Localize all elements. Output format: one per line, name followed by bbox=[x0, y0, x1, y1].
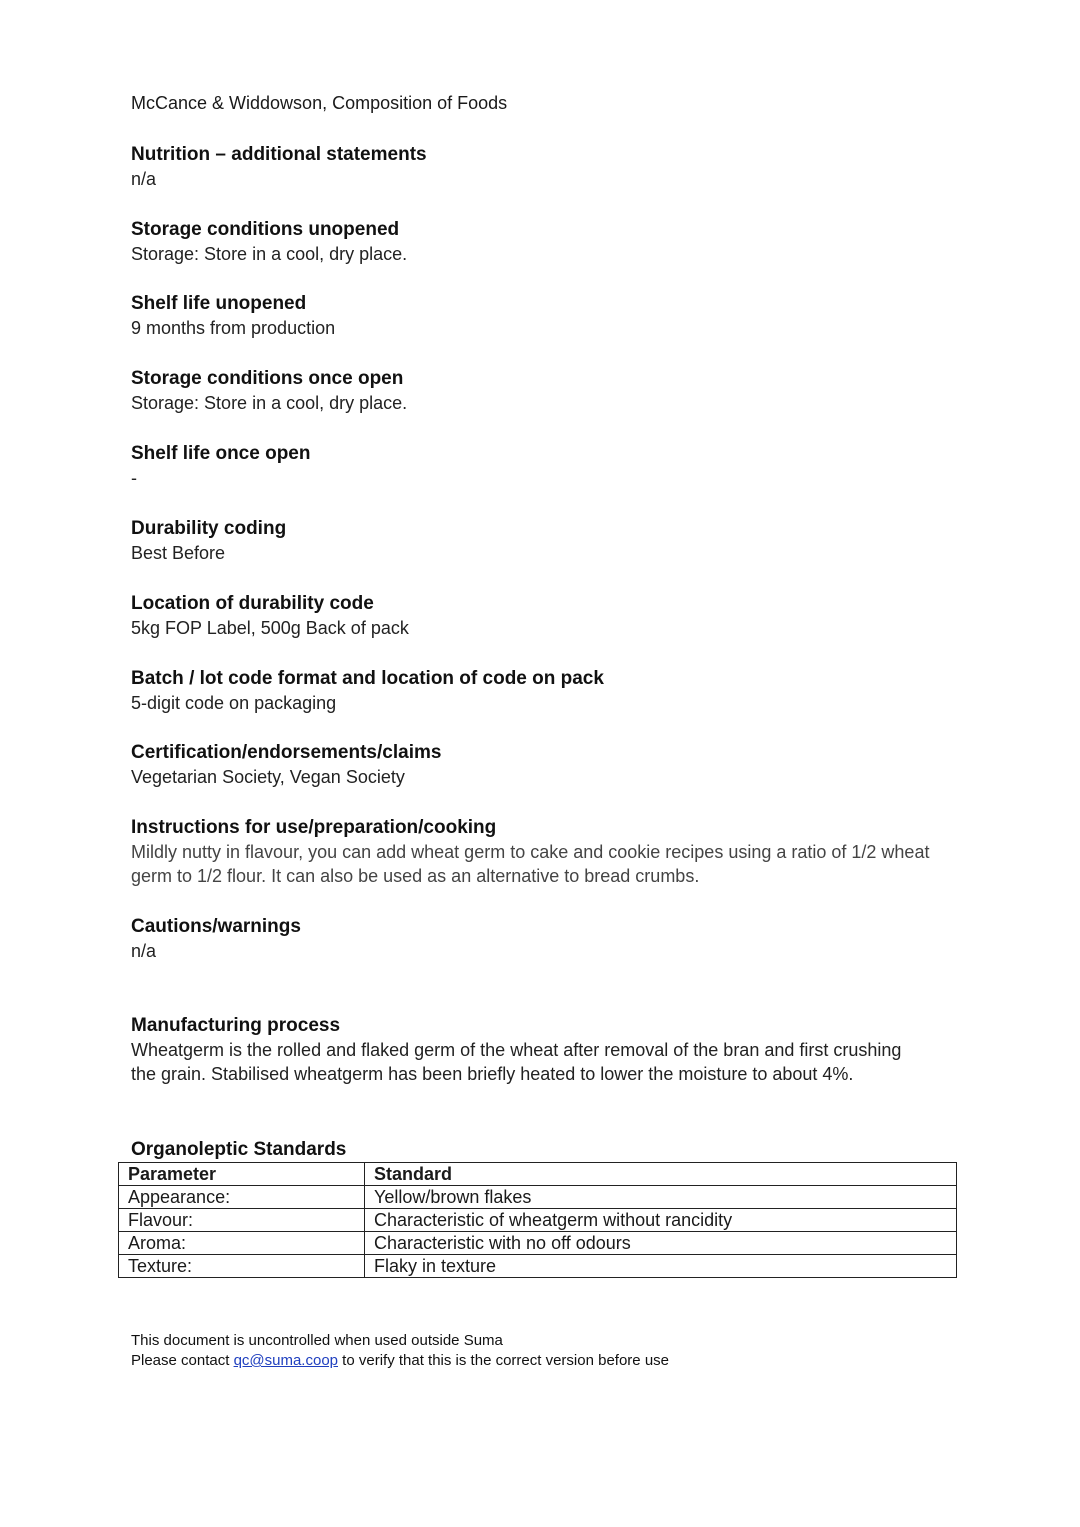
section-text: Best Before bbox=[131, 543, 226, 563]
section-durability-coding bbox=[131, 516, 961, 565]
table-row bbox=[119, 1209, 957, 1232]
footer-contact-line bbox=[131, 1351, 669, 1371]
section-instructions bbox=[131, 815, 961, 888]
table-row bbox=[119, 1255, 957, 1278]
standard-cell: Flaky in texture bbox=[365, 1255, 957, 1278]
section-batch-code bbox=[131, 666, 961, 715]
section-heading: Storage conditions unopened bbox=[131, 219, 400, 240]
section-text-line-2: the grain. Stabilised wheatgerm has been briefly heated to lower the moisture to about 4%. bbox=[131, 1064, 854, 1084]
section-text: 9 months from production bbox=[131, 318, 336, 338]
section-heading: Cautions/warnings bbox=[131, 916, 301, 937]
intro-reference: McCance & Widdowson, Composition of Foods bbox=[131, 93, 508, 113]
section-cautions bbox=[131, 914, 961, 963]
table-row bbox=[119, 1232, 957, 1255]
organoleptic-title: Organoleptic Standards bbox=[131, 1139, 347, 1160]
section-storage-once-open bbox=[131, 366, 961, 415]
column-header-parameter: Parameter bbox=[119, 1163, 365, 1186]
table-header-row bbox=[119, 1163, 957, 1186]
section-heading: Manufacturing process bbox=[131, 1015, 341, 1036]
section-text-line-1: Mildly nutty in flavour, you can add wheat germ to cake and cookie recipes using a ratio of 1/2 wheat bbox=[131, 842, 930, 862]
section-certification bbox=[131, 740, 961, 789]
section-heading: Nutrition – additional statements bbox=[131, 144, 427, 165]
section-heading: Location of durability code bbox=[131, 593, 374, 614]
standard-cell: Characteristic with no off odours bbox=[365, 1232, 957, 1255]
document-footer bbox=[131, 1331, 669, 1371]
section-durability-location bbox=[131, 591, 961, 640]
footer-uncontrolled-notice: This document is uncontrolled when used outside Suma bbox=[131, 1332, 503, 1349]
section-shelf-life-once-open bbox=[131, 441, 961, 490]
section-heading: Shelf life once open bbox=[131, 443, 311, 464]
organoleptic-table bbox=[118, 1162, 957, 1278]
parameter-cell: Texture: bbox=[119, 1255, 365, 1278]
column-header-standard: Standard bbox=[365, 1163, 957, 1186]
section-text: 5kg FOP Label, 500g Back of pack bbox=[131, 618, 409, 638]
section-text-line-2: germ to 1/2 flour. It can also be used as an alternative to bread crumbs. bbox=[131, 866, 700, 886]
section-heading: Shelf life unopened bbox=[131, 293, 307, 314]
section-manufacturing bbox=[131, 1013, 961, 1086]
section-storage-unopened bbox=[131, 217, 961, 266]
footer-contact-prefix: Please contact bbox=[131, 1352, 234, 1369]
section-heading: Instructions for use/preparation/cooking bbox=[131, 817, 497, 838]
section-text: n/a bbox=[131, 169, 157, 189]
section-text: - bbox=[131, 468, 137, 488]
section-heading: Batch / lot code format and location of code on pack bbox=[131, 668, 604, 689]
parameter-cell: Appearance: bbox=[119, 1186, 365, 1209]
section-text: Storage: Store in a cool, dry place. bbox=[131, 393, 408, 413]
section-heading: Durability coding bbox=[131, 518, 287, 539]
section-shelf-life-unopened bbox=[131, 291, 961, 340]
section-heading: Certification/endorsements/claims bbox=[131, 742, 442, 763]
section-heading: Storage conditions once open bbox=[131, 368, 404, 389]
standard-cell: Yellow/brown flakes bbox=[365, 1186, 957, 1209]
table-row bbox=[119, 1186, 957, 1209]
section-text: Vegetarian Society, Vegan Society bbox=[131, 767, 405, 787]
section-nutrition-statements bbox=[131, 142, 961, 191]
section-text: n/a bbox=[131, 941, 157, 961]
section-text-line-1: Wheatgerm is the rolled and flaked germ of the wheat after removal of the bran and first crushing bbox=[131, 1040, 902, 1060]
section-text: Storage: Store in a cool, dry place. bbox=[131, 244, 408, 264]
parameter-cell: Flavour: bbox=[119, 1209, 365, 1232]
section-text: 5-digit code on packaging bbox=[131, 693, 337, 713]
footer-contact-suffix: to verify that this is the correct version before use bbox=[338, 1352, 669, 1369]
qc-email-link[interactable]: qc@suma.coop bbox=[233, 1352, 339, 1369]
parameter-cell: Aroma: bbox=[119, 1232, 365, 1255]
standard-cell: Characteristic of wheatgerm without rancidity bbox=[365, 1209, 957, 1232]
